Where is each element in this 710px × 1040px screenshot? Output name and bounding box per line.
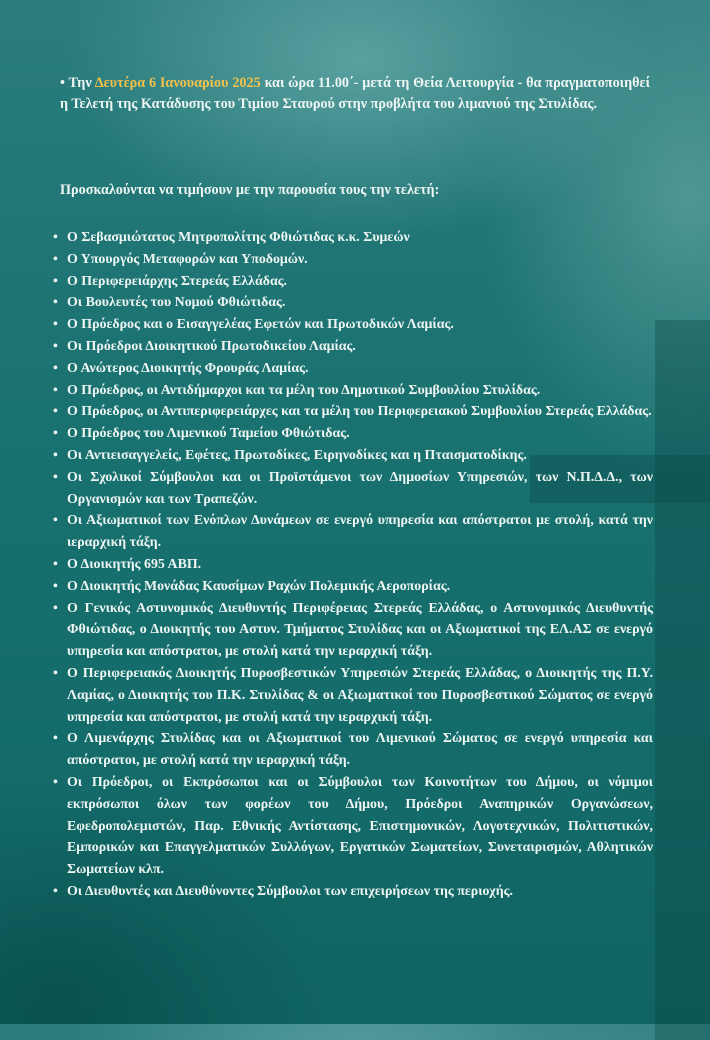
guest-item: • Οι Σχολικοί Σύμβουλοι και οι Προϊστάμενοι των Δημοσίων Υπηρεσιών, των Ν.Π.Δ.Δ., των Οργανισμών και των Τραπεζών. bbox=[53, 467, 653, 511]
guest-item: • Ο Λιμενάρχης Στυλίδας και οι Αξιωματικοί του Λιμενικού Σώματος σε ενεργό υπηρεσία και απόστρατοι, με στολή κατά την ιεραρχική τάξη. bbox=[53, 728, 653, 772]
guest-list bbox=[53, 227, 653, 903]
guest-item: • Ο Γενικός Αστυνομικός Διευθυντής Περιφέρειας Στερεάς Ελλάδας, ο Αστυνομικός Διευθυντής Φθιώτιδας, ο Διοικητής του Αστυν. Τμήματος Στυλίδας και οι Αξιωματικοί της ΕΛ.ΑΣ σε ενεργό υπηρεσία και απόστρατοι, με στολή κατά την ιεραρχική τάξη. bbox=[53, 598, 653, 663]
guest-item: • Οι Διευθυντές και Διευθύνοντες Σύμβουλοι των επιχειρήσεων της περιοχής. bbox=[53, 881, 653, 903]
guest-item: • Οι Πρόεδροι Διοικητικού Πρωτοδικείου Λαμίας. bbox=[53, 336, 653, 358]
invitation-heading: Προσκαλούνται να τιμήσουν με την παρουσία τους την τελετή: bbox=[60, 182, 440, 198]
announcement-paragraph: • Την Δευτέρα 6 Ιανουαρίου 2025 και ώρα 11.00΄- μετά τη Θεία Λειτουργία - θα πραγματοποιηθεί η Τελετή της Κατάδυσης του Τιμίου Σταυρού στην προβλήτα του λιμανιού της Στυλίδας. bbox=[60, 75, 651, 112]
event-date: Δευτέρα 6 Ιανουαρίου 2025 bbox=[94, 75, 261, 91]
guest-item: • Οι Αξιωματικοί των Ενόπλων Δυνάμεων σε ενεργό υπηρεσία και απόστρατοι με στολή, κατά την ιεραρχική τάξη. bbox=[53, 510, 653, 554]
guest-item: • Οι Αντιεισαγγελείς, Εφέτες, Πρωτοδίκες, Ειρηνοδίκες και η Πταισματοδίκης. bbox=[53, 445, 653, 467]
guest-item: • Ο Πρόεδρος και ο Εισαγγελέας Εφετών και Πρωτοδικών Λαμίας. bbox=[53, 314, 653, 336]
guest-item: • Οι Πρόεδροι, οι Εκπρόσωποι και οι Σύμβουλοι των Κοινοτήτων του Δήμου, οι νόμιμοι εκπρόσωποι όλων των φορέων του Δήμου, Πρόεδροι Αναπηρικών Οργανώσεων, Εφεδροπολεμιστών, Παρ. Εθνικής Αντίστασης, Επιστημονικών, Λογοτεχνικών, Πολιτιστικών, Εμπορικών και Επαγγελματικών Συλλόγων, Εργατικών Σωματείων, Συνεταιρισμών, Αθλητικών Σωματείων κλπ. bbox=[53, 772, 653, 881]
guest-item: • Οι Βουλευτές του Νομού Φθιώτιδας. bbox=[53, 292, 653, 314]
guest-item: • Ο Ανώτερος Διοικητής Φρουράς Λαμίας. bbox=[53, 358, 653, 380]
guest-item: • Ο Πρόεδρος, οι Αντιδήμαρχοι και τα μέλη του Δημοτικού Συμβουλίου Στυλίδας. bbox=[53, 380, 653, 402]
guest-item: • Ο Περιφερειάρχης Στερεάς Ελλάδας. bbox=[53, 271, 653, 293]
guest-item: • Ο Περιφερειακός Διοικητής Πυροσβεστικών Υπηρεσιών Στερεάς Ελλάδας, ο Διοικητής της Π.Υ. Λαμίας, ο Διοικητής του Π.Κ. Στυλίδας & οι Αξιωματικοί του Πυροσβεστικού Σώματος σε ενεργό υπηρεσία και απόστρατοι, με στολή κατά την ιεραρχική τάξη. bbox=[53, 663, 653, 728]
guest-item: • Ο Διοικητής 695 ΑΒΠ. bbox=[53, 554, 653, 576]
guest-item: • Ο Πρόεδρος του Λιμενικού Ταμείου Φθιώτιδας. bbox=[53, 423, 653, 445]
guest-item: • Ο Υπουργός Μεταφορών και Υποδομών. bbox=[53, 249, 653, 271]
announcement-prefix: Την bbox=[68, 75, 92, 91]
guest-item: • Ο Σεβασμιώτατος Μητροπολίτης Φθιώτιδας κ.κ. Συμεών bbox=[53, 227, 653, 249]
announcement-text: και ώρα 11.00΄- μετά τη Θεία Λειτουργία - θα πραγματοποιηθεί η Τελετή της Κατάδυσης του Τιμίου Σταυρού στην προβλήτα του λιμανιού της Στυλίδας. bbox=[60, 75, 651, 112]
guest-item: • Ο Πρόεδρος, οι Αντιπεριφερειάρχες και τα μέλη του Περιφερειακού Συμβουλίου Στερεάς Ελλάδας. bbox=[53, 401, 653, 423]
guest-item: • Ο Διοικητής Μονάδας Καυσίμων Ραχών Πολεμικής Αεροπορίας. bbox=[53, 576, 653, 598]
